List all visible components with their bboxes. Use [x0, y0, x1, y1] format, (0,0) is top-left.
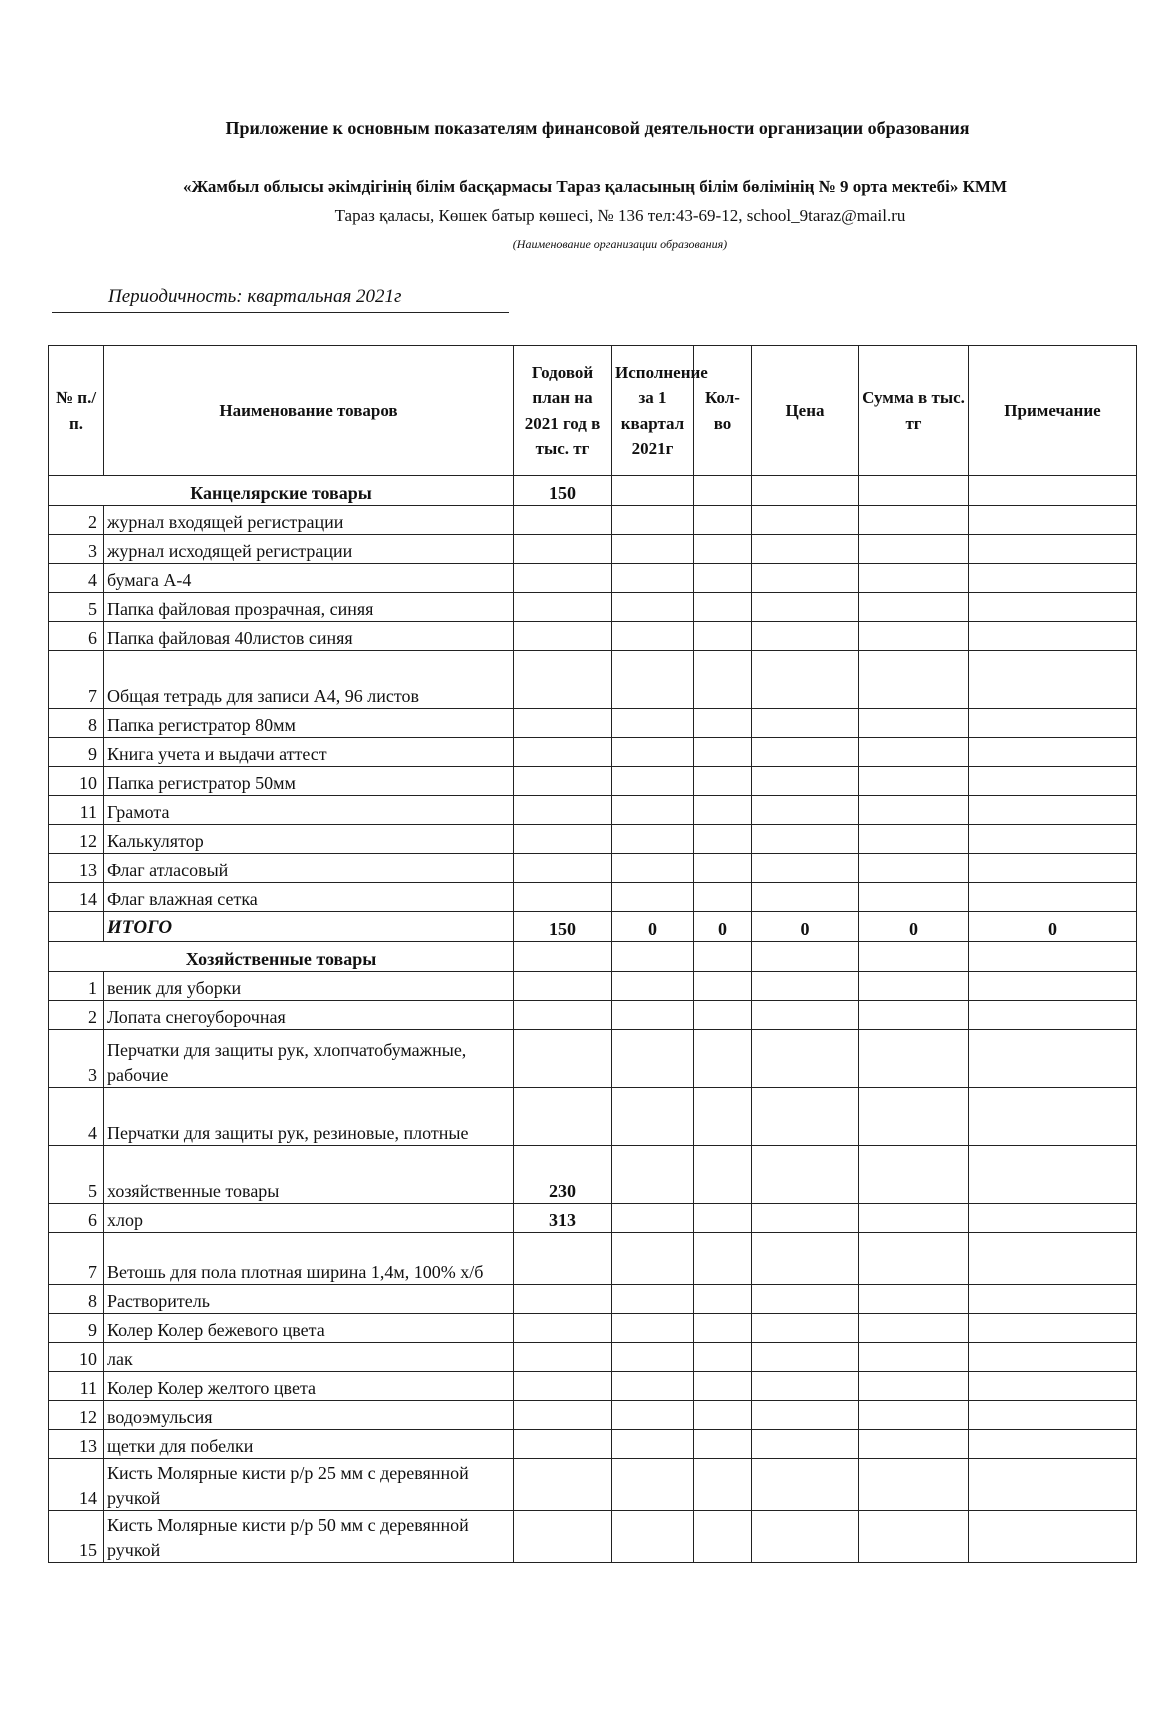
annual-plan-cell [514, 1088, 612, 1146]
empty-cell [612, 1372, 694, 1401]
empty-cell [752, 1401, 859, 1430]
empty-cell [859, 883, 969, 912]
empty-cell [694, 854, 752, 883]
col-header-number: № п./п. [49, 346, 104, 476]
empty-cell [859, 1459, 969, 1511]
empty-cell [969, 1459, 1137, 1511]
row-number: 9 [49, 738, 104, 767]
row-number: 11 [49, 796, 104, 825]
empty-cell [752, 738, 859, 767]
empty-cell [694, 1343, 752, 1372]
table-row [49, 506, 1137, 535]
empty-cell [612, 1343, 694, 1372]
item-name: Папка регистратор 50мм [104, 767, 514, 796]
empty-cell [612, 1030, 694, 1088]
empty-cell [612, 1430, 694, 1459]
annual-plan-cell [514, 1511, 612, 1563]
row-number: 3 [49, 1030, 104, 1088]
empty-cell [752, 1204, 859, 1233]
item-name: Перчатки для защиты рук, резиновые, плотные [104, 1088, 514, 1146]
empty-cell [859, 1030, 969, 1088]
empty-cell [694, 564, 752, 593]
empty-cell [612, 942, 694, 972]
empty-cell [752, 476, 859, 506]
item-name: Книга учета и выдачи аттест [104, 738, 514, 767]
table-row [49, 593, 1137, 622]
item-name: хозяйственные товары [104, 1146, 514, 1204]
empty-cell [752, 1088, 859, 1146]
empty-cell [752, 593, 859, 622]
empty-cell [969, 796, 1137, 825]
item-name: Общая тетрадь для записи А4, 96 листов [104, 651, 514, 709]
empty-cell [752, 535, 859, 564]
empty-cell [969, 972, 1137, 1001]
annual-plan-cell [514, 1285, 612, 1314]
annual-plan-cell [514, 1401, 612, 1430]
empty-cell [859, 942, 969, 972]
empty-cell [694, 1146, 752, 1204]
item-name: Папка файловая 40листов синяя [104, 622, 514, 651]
empty-cell [752, 1372, 859, 1401]
empty-cell [612, 854, 694, 883]
col-header-execution: Исполнение за 1 квартал 2021г [612, 346, 694, 476]
empty-cell [612, 1285, 694, 1314]
annual-plan-cell [514, 942, 612, 972]
table-row [49, 1430, 1137, 1459]
item-name: бумага А-4 [104, 564, 514, 593]
row-number: 3 [49, 535, 104, 564]
empty-cell [859, 1285, 969, 1314]
empty-cell [612, 972, 694, 1001]
empty-cell [969, 1343, 1137, 1372]
empty-cell [859, 476, 969, 506]
empty-cell [694, 1030, 752, 1088]
annual-plan-cell [514, 1001, 612, 1030]
row-number: 6 [49, 622, 104, 651]
table-row [49, 1401, 1137, 1430]
empty-cell [969, 564, 1137, 593]
empty-cell [969, 1088, 1137, 1146]
empty-cell [859, 1088, 969, 1146]
table-row [49, 651, 1137, 709]
row-number: 8 [49, 709, 104, 738]
empty-cell [694, 1204, 752, 1233]
total-price: 0 [752, 912, 859, 942]
total-qty: 0 [694, 912, 752, 942]
annual-plan-cell: 230 [514, 1146, 612, 1204]
annual-plan-cell [514, 972, 612, 1001]
empty-cell [752, 1430, 859, 1459]
empty-cell [752, 651, 859, 709]
empty-cell [752, 1146, 859, 1204]
empty-cell [694, 767, 752, 796]
table-row [49, 1285, 1137, 1314]
empty-cell [859, 1146, 969, 1204]
total-row [49, 912, 1137, 942]
empty-cell [969, 942, 1137, 972]
table-row [49, 1314, 1137, 1343]
empty-cell [969, 1233, 1137, 1285]
annual-plan-cell [514, 1030, 612, 1088]
total-label: ИТОГО [104, 912, 514, 942]
section-header-row [49, 942, 1137, 972]
organization-caption: (Наименование организации образования) [512, 237, 728, 251]
empty-cell [752, 1343, 859, 1372]
table-row [49, 1511, 1137, 1563]
annual-plan-cell [514, 1233, 612, 1285]
empty-cell [694, 825, 752, 854]
empty-cell [752, 1030, 859, 1088]
row-number: 2 [49, 1001, 104, 1030]
annual-plan-cell [514, 593, 612, 622]
empty-cell [859, 1430, 969, 1459]
row-number: 14 [49, 1459, 104, 1511]
annual-plan-cell [514, 738, 612, 767]
empty-cell [694, 796, 752, 825]
empty-cell [969, 709, 1137, 738]
section-header-row [49, 476, 1137, 506]
empty-cell [859, 1233, 969, 1285]
empty-cell [859, 622, 969, 651]
empty-cell [694, 1372, 752, 1401]
item-name: Ветошь для пола плотная ширина 1,4м, 100% х/б [104, 1233, 514, 1285]
empty-cell [969, 476, 1137, 506]
empty-cell [969, 593, 1137, 622]
empty-cell [859, 972, 969, 1001]
table-row [49, 1372, 1137, 1401]
empty-cell [752, 942, 859, 972]
annual-plan-cell: 150 [514, 476, 612, 506]
empty-cell [612, 535, 694, 564]
empty-cell [694, 1001, 752, 1030]
row-number: 6 [49, 1204, 104, 1233]
row-number: 13 [49, 854, 104, 883]
table-row [49, 1030, 1137, 1088]
empty-cell [612, 1001, 694, 1030]
annual-plan-cell [514, 825, 612, 854]
empty-cell [694, 651, 752, 709]
empty-cell [694, 1088, 752, 1146]
empty-cell [612, 1401, 694, 1430]
col-header-sum: Сумма в тыс. тг [859, 346, 969, 476]
empty-cell [612, 506, 694, 535]
empty-cell [859, 1204, 969, 1233]
section-title: Канцелярские товары [49, 476, 514, 506]
annual-plan-cell [514, 883, 612, 912]
table-row [49, 709, 1137, 738]
empty-cell [694, 942, 752, 972]
empty-cell [612, 738, 694, 767]
table-row [49, 1233, 1137, 1285]
empty-cell [969, 1030, 1137, 1088]
empty-cell [752, 564, 859, 593]
annual-plan-cell [514, 506, 612, 535]
empty-cell [752, 1233, 859, 1285]
item-name: лак [104, 1343, 514, 1372]
empty-cell [969, 651, 1137, 709]
table-row [49, 738, 1137, 767]
periodicity: Периодичность: квартальная 2021г [52, 286, 509, 313]
empty-cell [859, 564, 969, 593]
row-number: 11 [49, 1372, 104, 1401]
item-name: Папка файловая прозрачная, синяя [104, 593, 514, 622]
table-row [49, 854, 1137, 883]
empty-cell [694, 883, 752, 912]
item-name: водоэмульсия [104, 1401, 514, 1430]
organization-address: Тараз қаласы, Көшек батыр көшесі, № 136 тел:43-69-12, school_9taraz@mail.ru [334, 206, 906, 225]
empty-cell [752, 825, 859, 854]
row-number: 12 [49, 1401, 104, 1430]
row-number: 13 [49, 1430, 104, 1459]
item-name: Калькулятор [104, 825, 514, 854]
col-header-name: Наименование товаров [104, 346, 514, 476]
empty-cell [969, 825, 1137, 854]
empty-cell [612, 622, 694, 651]
empty-cell [752, 883, 859, 912]
table-row [49, 622, 1137, 651]
empty-cell [752, 709, 859, 738]
empty-cell [694, 709, 752, 738]
total-plan: 150 [514, 912, 612, 942]
empty-cell [694, 506, 752, 535]
annual-plan-cell [514, 1343, 612, 1372]
empty-cell [969, 1285, 1137, 1314]
empty-cell [752, 506, 859, 535]
empty-cell [969, 1146, 1137, 1204]
table-row [49, 1001, 1137, 1030]
row-number: 4 [49, 564, 104, 593]
empty-cell [694, 535, 752, 564]
annual-plan-cell [514, 1430, 612, 1459]
item-name: Колер Колер желтого цвета [104, 1372, 514, 1401]
empty-cell [752, 767, 859, 796]
empty-cell [969, 738, 1137, 767]
item-name: Колер Колер бежевого цвета [104, 1314, 514, 1343]
table-row [49, 972, 1137, 1001]
empty-cell [694, 1511, 752, 1563]
table-row [49, 564, 1137, 593]
empty-cell [969, 1204, 1137, 1233]
item-name: Флаг влажная сетка [104, 883, 514, 912]
annual-plan-cell [514, 1314, 612, 1343]
row-number: 1 [49, 972, 104, 1001]
empty-cell [859, 1401, 969, 1430]
row-number: 7 [49, 651, 104, 709]
empty-cell [859, 854, 969, 883]
section-title: Хозяйственные товары [49, 942, 514, 972]
empty-cell [859, 1001, 969, 1030]
empty-cell [969, 506, 1137, 535]
total-note: 0 [969, 912, 1137, 942]
annual-plan-cell [514, 709, 612, 738]
empty-cell [612, 1459, 694, 1511]
empty-cell [969, 535, 1137, 564]
annual-plan-cell [514, 535, 612, 564]
empty-cell [859, 506, 969, 535]
empty-cell [752, 796, 859, 825]
empty-cell [612, 1511, 694, 1563]
empty-cell [694, 738, 752, 767]
empty-cell [752, 1511, 859, 1563]
empty-cell [969, 1401, 1137, 1430]
annual-plan-cell [514, 1372, 612, 1401]
col-header-annual-plan: Годовой план на 2021 год в тыс. тг [514, 346, 612, 476]
empty-cell [612, 709, 694, 738]
item-name: Перчатки для защиты рук, хлопчатобумажные, рабочие [104, 1030, 514, 1088]
empty-cell [612, 1204, 694, 1233]
table-row [49, 535, 1137, 564]
row-number: 7 [49, 1233, 104, 1285]
total-sum: 0 [859, 912, 969, 942]
row-number: 9 [49, 1314, 104, 1343]
empty-cell [612, 476, 694, 506]
row-number: 8 [49, 1285, 104, 1314]
empty-cell [752, 854, 859, 883]
annual-plan-cell [514, 651, 612, 709]
empty-cell [969, 854, 1137, 883]
empty-cell [694, 1285, 752, 1314]
table-row [49, 1204, 1137, 1233]
item-name: хлор [104, 1204, 514, 1233]
empty-cell [752, 1001, 859, 1030]
empty-cell [694, 1314, 752, 1343]
row-number: 14 [49, 883, 104, 912]
empty-cell [612, 883, 694, 912]
empty-cell [859, 709, 969, 738]
item-name: Кисть Молярные кисти р/р 25 мм с деревянной ручкой [104, 1459, 514, 1511]
annual-plan-cell [514, 767, 612, 796]
row-number: 12 [49, 825, 104, 854]
row-number: 10 [49, 767, 104, 796]
row-number: 5 [49, 593, 104, 622]
item-name: Флаг атласовый [104, 854, 514, 883]
col-header-quantity: Кол-во [694, 346, 752, 476]
empty-cell [612, 1088, 694, 1146]
empty-cell [859, 796, 969, 825]
empty-cell [969, 1372, 1137, 1401]
item-name: Папка регистратор 80мм [104, 709, 514, 738]
empty-cell [752, 972, 859, 1001]
empty-cell [612, 564, 694, 593]
row-number: 10 [49, 1343, 104, 1372]
col-header-price: Цена [752, 346, 859, 476]
empty-cell [612, 825, 694, 854]
table-row [49, 1459, 1137, 1511]
annual-plan-cell: 313 [514, 1204, 612, 1233]
empty-cell [969, 767, 1137, 796]
empty-cell [969, 1314, 1137, 1343]
total-exec: 0 [612, 912, 694, 942]
table-header-row [49, 346, 1137, 476]
empty-cell [859, 825, 969, 854]
annual-plan-cell [514, 1459, 612, 1511]
table-row [49, 767, 1137, 796]
empty-cell [969, 622, 1137, 651]
empty-cell [694, 593, 752, 622]
annual-plan-cell [514, 564, 612, 593]
table-row [49, 883, 1137, 912]
empty-cell [694, 1459, 752, 1511]
table-row [49, 796, 1137, 825]
row-number: 2 [49, 506, 104, 535]
empty-cell [612, 1314, 694, 1343]
empty-cell [969, 1430, 1137, 1459]
item-name: журнал входящей регистрации [104, 506, 514, 535]
annual-plan-cell [514, 796, 612, 825]
empty-cell [859, 738, 969, 767]
empty-cell [49, 912, 104, 942]
empty-cell [859, 767, 969, 796]
empty-cell [859, 1314, 969, 1343]
empty-cell [612, 1233, 694, 1285]
row-number: 15 [49, 1511, 104, 1563]
empty-cell [694, 1430, 752, 1459]
item-name: щетки для побелки [104, 1430, 514, 1459]
empty-cell [694, 622, 752, 651]
table-row [49, 1146, 1137, 1204]
row-number: 4 [49, 1088, 104, 1146]
item-name: Растворитель [104, 1285, 514, 1314]
empty-cell [694, 972, 752, 1001]
item-name: журнал исходящей регистрации [104, 535, 514, 564]
empty-cell [859, 593, 969, 622]
empty-cell [612, 593, 694, 622]
row-number: 5 [49, 1146, 104, 1204]
table-row [49, 1343, 1137, 1372]
empty-cell [969, 883, 1137, 912]
annual-plan-cell [514, 622, 612, 651]
empty-cell [612, 1146, 694, 1204]
empty-cell [859, 651, 969, 709]
empty-cell [859, 1372, 969, 1401]
empty-cell [612, 767, 694, 796]
empty-cell [694, 476, 752, 506]
empty-cell [694, 1233, 752, 1285]
empty-cell [752, 1459, 859, 1511]
item-name: Кисть Молярные кисти р/р 50 мм с деревянной ручкой [104, 1511, 514, 1563]
empty-cell [859, 1343, 969, 1372]
item-name: веник для уборки [104, 972, 514, 1001]
table-row [49, 1088, 1137, 1146]
table-row [49, 825, 1137, 854]
organization-name: «Жамбыл облысы әкімдігінің білім басқармасы Тараз қаласының білім бөлімінің № 9 орта мектебі» КММ [183, 177, 1007, 196]
empty-cell [612, 651, 694, 709]
document-title: Приложение к основным показателям финансовой деятельности организации образования [225, 118, 970, 138]
item-name: Грамота [104, 796, 514, 825]
empty-cell [752, 622, 859, 651]
empty-cell [969, 1001, 1137, 1030]
empty-cell [612, 796, 694, 825]
item-name: Лопата снегоуборочная [104, 1001, 514, 1030]
goods-table [48, 345, 1137, 1563]
annual-plan-cell [514, 854, 612, 883]
empty-cell [969, 1511, 1137, 1563]
col-header-note: Примечание [969, 346, 1137, 476]
empty-cell [752, 1314, 859, 1343]
empty-cell [752, 1285, 859, 1314]
empty-cell [694, 1401, 752, 1430]
empty-cell [859, 1511, 969, 1563]
empty-cell [859, 535, 969, 564]
